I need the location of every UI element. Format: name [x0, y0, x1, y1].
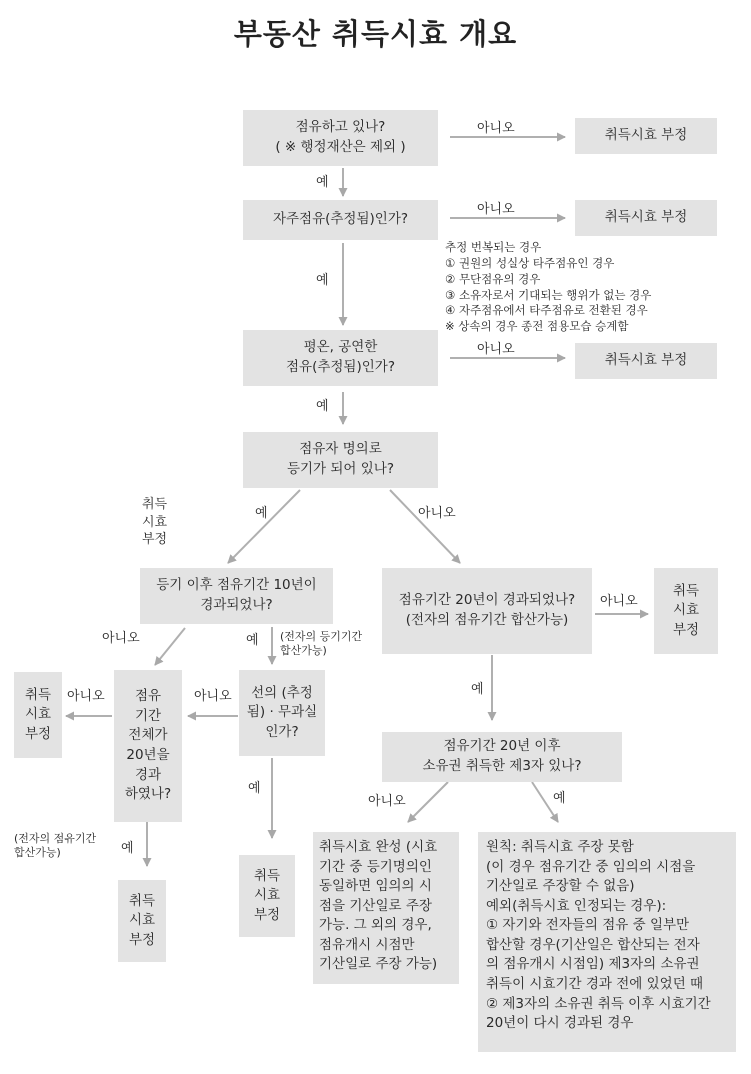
result-denied-q8-yes: 취득 시효 부정: [118, 880, 166, 962]
node-possession: 점유하고 있나? ( ※ 행정재산은 제외 ): [243, 110, 438, 166]
node-autonomous-possession: 자주점유(추정됨)인가?: [243, 200, 438, 240]
label-q1-no: 아니오: [477, 121, 515, 136]
label-q5-yes: 예: [246, 633, 259, 648]
label-q3-no: 아니오: [477, 342, 515, 357]
result-complete: 취득시효 완성 (시효 기간 중 등기명의인 동일하면 임의의 시 점을 기산일로 주장 가능. 그 외의 경우, 점유개시 시점만 기산일로 주장 가능): [313, 832, 459, 984]
result-denied-3: 취득시효 부정: [575, 343, 717, 379]
label-q7-no: 아니오: [194, 689, 232, 704]
label-q2-no: 아니오: [477, 202, 515, 217]
label-q9-yes: 예: [553, 791, 566, 806]
label-q5-note: (전자의 등기기간 합산가능): [280, 630, 363, 658]
result-denied-q8: 취득 시효 부정: [14, 672, 62, 758]
node-total-20-years: 점유 기간 전체가 20년을 경과 하였나?: [114, 670, 182, 822]
label-q4-no: 아니오: [418, 506, 456, 521]
label-q7-yes: 예: [248, 781, 261, 796]
arrow-q4-yes: [228, 490, 300, 563]
label-q5-no: 아니오: [102, 631, 140, 646]
result-denied-1: 취득시효 부정: [575, 118, 717, 154]
page-title: 부동산 취득시효 개요: [233, 17, 518, 51]
label-q6-yes: 예: [471, 682, 484, 697]
arrow-q9-no: [408, 782, 448, 822]
label-q8-note: (전자의 점유기간 합산가능): [14, 832, 97, 860]
node-20-years: 점유기간 20년이 경과되었나? (전자의 점유기간 합산가능): [382, 568, 592, 654]
arrow-q4-no: [390, 490, 460, 563]
result-principle: 원칙: 취득시효 주장 못함 (이 경우 점유기간 중 임의의 시점을 기산일로 주장할 수 없음) 예외(취득시효 인정되는 경우): ① 자기와 전자들의 점유 중 일부만 합산할 경우(기산일은 합산되는 전자 의 점유개시 시점임) 제3자의 소유권 취득이 시효기간 경과 전에 있었던 때 ② 제3자의 소유권 취득 이후 시효기간 20년이 다시 경과된 경우: [478, 832, 736, 1052]
label-q2-yes: 예: [316, 273, 329, 288]
presumption-rebuttal-notes: 추정 번복되는 경우 ① 권원의 성실상 타주점유인 경우 ② 무단점유의 경우 ③ 소유자로서 기대되는 행위가 없는 경우 ④ 자주점유에서 타주점유로 전환된 경우 ※ 상속의 경우 종전 점용모습 승계함: [445, 240, 652, 334]
label-q8-yes: 예: [121, 841, 134, 856]
result-denied-q6: 취득 시효 부정: [654, 568, 718, 654]
node-registration: 점유자 명의로 등기가 되어 있나?: [243, 432, 438, 488]
result-denied-2: 취득시효 부정: [575, 200, 717, 236]
label-q3-yes: 예: [316, 399, 329, 414]
node-third-party: 점유기간 20년 이후 소유권 취득한 제3자 있나?: [382, 732, 622, 782]
node-good-faith: 선의 (추정 됨) · 무과실 인가?: [239, 670, 325, 756]
node-peaceful-public: 평온, 공연한 점유(추정됨)인가?: [243, 330, 438, 386]
node-10-years: 등기 이후 점유기간 10년이 경과되었나?: [140, 568, 333, 624]
label-q9-no: 아니오: [368, 794, 406, 809]
label-q1-yes: 예: [316, 175, 329, 190]
label-q4-denied: 취득 시효 부정: [142, 497, 168, 548]
result-denied-q7: 취득 시효 부정: [239, 855, 295, 937]
arrow-q5-no: [155, 628, 185, 665]
label-q8-no: 아니오: [67, 689, 105, 704]
label-q6-no: 아니오: [600, 594, 638, 609]
label-q4-yes: 예: [255, 506, 268, 521]
